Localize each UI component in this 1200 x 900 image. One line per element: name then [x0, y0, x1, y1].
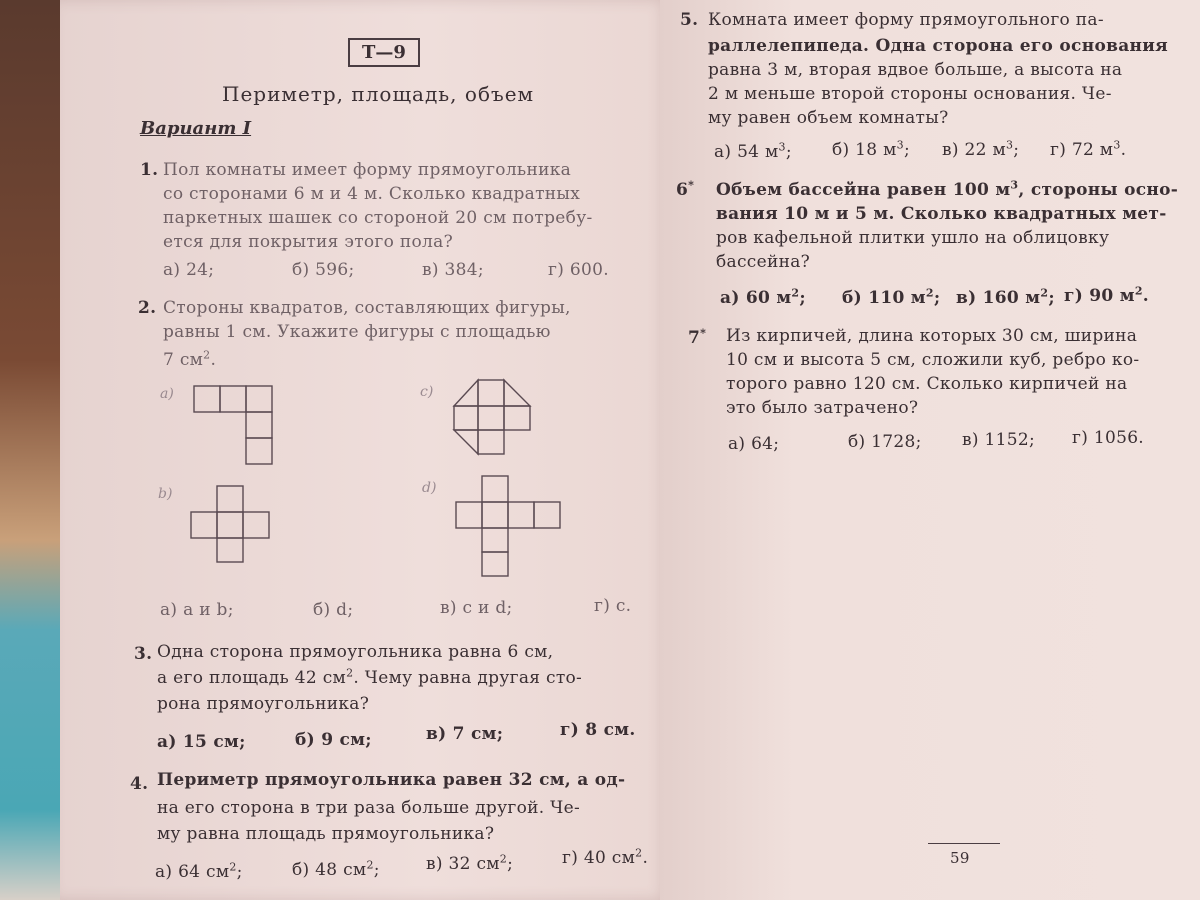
problem-5-number: 5.	[680, 10, 699, 30]
problem-4-line: на его сторона в три раза больше другой. Че-	[157, 798, 581, 818]
figure-d	[454, 474, 564, 580]
answer-option: а) a и b;	[160, 600, 234, 620]
answer-option: а) 54 $м^3$;	[714, 140, 792, 162]
problem-7-number: 7*	[688, 326, 707, 348]
page-title: Периметр, площадь, объем	[222, 82, 535, 106]
answer-option: г) 8 см.	[560, 720, 636, 740]
problem-7-line: 10 см и высота 5 см, сложили куб, ребро ко-	[726, 350, 1140, 370]
problem-2-line: равны 1 см. Укажите фигуры с площадью	[163, 322, 551, 342]
answer-option: г) c.	[594, 596, 632, 616]
problem-3-number: 3.	[134, 644, 153, 664]
figure-b	[188, 484, 274, 564]
figure-label-b: b)	[158, 486, 173, 502]
page-number: 59	[950, 849, 970, 867]
test-code-box: Т—9	[348, 38, 420, 67]
answer-option: г) 40 $см^2$.	[562, 846, 649, 868]
problem-2-line: Стороны квадратов, составляющих фигуры,	[163, 298, 571, 318]
figure-c	[450, 378, 536, 458]
answer-option: б) 1728;	[848, 432, 922, 452]
problem-1-line: Пол комнаты имеет форму прямоугольника	[163, 160, 572, 180]
answer-option: б) 48 $см^2$;	[292, 858, 380, 880]
problem-5-line: му равен объем комнаты?	[708, 108, 949, 128]
problem-1-line: паркетных шашек со стороной 20 см потребу-	[163, 208, 593, 228]
answer-option: г) 72 $м^3$.	[1050, 138, 1127, 160]
problem-6-line: бассейна?	[716, 252, 811, 272]
problem-1-number: 1.	[140, 160, 159, 180]
problem-3-line: а его площадь 42 $см^2$. Чему равна другая сто-	[157, 666, 583, 688]
problem-6-line: Объем бассейна равен 100 $м^3$, стороны осно-	[716, 178, 1179, 200]
problem-6-number: 6*	[676, 178, 695, 200]
problem-6-line: ров кафельной плитки ушло на облицовку	[716, 228, 1110, 248]
figure-a	[190, 384, 280, 466]
problem-4-number: 4.	[130, 774, 149, 794]
problem-5-line: Комната имеет форму прямоугольного па-	[708, 10, 1104, 30]
answer-option: в) c и d;	[440, 598, 513, 618]
figure-label-c: c)	[420, 384, 434, 400]
problem-6-line: вания 10 м и 5 м. Сколько квадратных мет-	[716, 204, 1167, 224]
problem-3-line: Одна сторона прямоугольника равна 6 см,	[157, 642, 554, 662]
problem-7-line: торого равно 120 см. Сколько кирпичей на	[726, 374, 1128, 394]
problem-1-line: ется для покрытия этого пола?	[163, 232, 453, 252]
answer-option: в) 160 $м^2$;	[956, 286, 1055, 308]
answer-option: б) d;	[313, 600, 354, 620]
answer-option: г) 1056.	[1072, 428, 1145, 448]
problem-2-line: 7 $см^2$.	[163, 348, 217, 370]
answer-option: б) 9 см;	[295, 730, 372, 750]
answer-option: а) 60 $м^2$;	[720, 286, 806, 308]
answer-option: в) 384;	[422, 260, 484, 280]
answer-option: б) 18 $м^3$;	[832, 138, 910, 160]
page-number-rule	[928, 843, 1000, 844]
answer-option: б) 596;	[292, 260, 355, 280]
figure-label-d: d)	[422, 480, 437, 496]
answer-option: а) 15 см;	[157, 732, 246, 752]
answer-option: а) 24;	[163, 260, 215, 280]
problem-4-line: му равна площадь прямоугольника?	[157, 824, 495, 844]
answer-option: в) 32 $см^2$;	[426, 852, 514, 874]
answer-option: а) 64 $см^2$;	[155, 860, 243, 882]
problem-5-line: равна 3 м, вторая вдвое больше, а высота на	[708, 60, 1123, 80]
problem-3-line: рона прямоугольника?	[157, 694, 370, 714]
figure-label-a: a)	[160, 386, 174, 402]
problem-7-line: это было затрачено?	[726, 398, 919, 418]
problem-7-line: Из кирпичей, длина которых 30 см, ширина	[726, 326, 1138, 346]
answer-option: г) 90 $м^2$.	[1064, 284, 1150, 306]
problem-4-line: Периметр прямоугольника равен 32 см, а од-	[157, 770, 626, 790]
variant-label: Вариант I	[140, 118, 252, 139]
answer-option: в) 22 $м^3$;	[942, 138, 1020, 160]
answer-option: г) 600.	[548, 260, 609, 280]
answer-option: в) 1152;	[962, 430, 1035, 450]
answer-option: в) 7 см;	[426, 724, 504, 744]
problem-5-line: раллелепипеда. Одна сторона его основания	[708, 36, 1169, 56]
problem-5-line: 2 м меньше второй стороны основания. Че-	[708, 84, 1112, 104]
answer-option: б) 110 $м^2$;	[842, 286, 941, 308]
answer-option: а) 64;	[728, 434, 780, 454]
problem-2-number: 2.	[138, 298, 157, 318]
problem-1-line: со сторонами 6 м и 4 м. Сколько квадратных	[163, 184, 581, 204]
